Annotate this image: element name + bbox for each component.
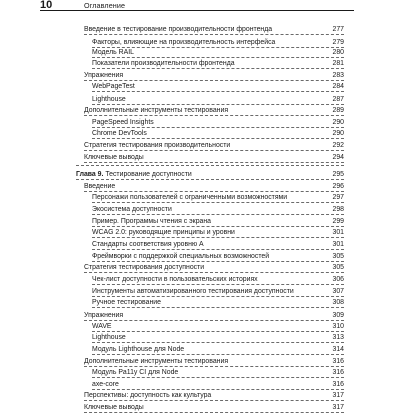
toc-entry [84,263,344,273]
toc-entry [92,240,344,250]
toc-entry-label: WAVE [92,323,112,330]
toc-entry [92,252,344,262]
toc-page-number: 299 [332,218,344,225]
toc-page-number: 279 [332,39,344,46]
toc-entry-label: Ручное тестирование [92,299,161,306]
toc-entry [92,380,344,390]
toc-entry-label: Стандарты соответствия уровню A [92,241,204,248]
toc-page-number: 317 [332,392,344,399]
toc-entry-label: Упражнения [84,72,124,79]
toc-entry-label: Персонажи пользователей с ограниченными возможностями [92,194,288,201]
toc-page-number: 310 [332,323,344,330]
toc-page-number: 317 [332,404,344,411]
toc-page-number: 283 [332,72,344,79]
toc-entry [92,275,344,285]
toc-entry [84,106,344,116]
toc-entry-label: Инструменты автоматизированного тестирования доступности [92,288,294,295]
chapter-separator [76,165,344,166]
toc-entry-label: Ключевые выводы [84,154,144,161]
toc-page-number: 309 [332,312,344,319]
toc-entry-label: Дополнительные инструменты тестирования [84,107,229,114]
toc-page-number: 307 [332,288,344,295]
toc-entry [92,38,344,48]
toc-entry-label: Дополнительные инструменты тестирования [84,358,229,365]
toc-chapter-entry [76,170,344,180]
toc-page-number: 289 [332,107,344,114]
toc-page-number: 277 [332,26,344,33]
toc-entry [84,357,344,367]
toc-page-number: 314 [332,346,344,353]
toc-page-number: 308 [332,299,344,306]
toc-page-number: 305 [332,264,344,271]
toc-entry-label: Перспективы: доступность как культура [84,392,212,399]
chapter-number: Глава 9. [76,171,104,178]
toc-entry [84,311,344,321]
toc-page-number: 292 [332,142,344,149]
toc-entry-label: Пример. Программы чтения с экрана [92,218,211,225]
toc-entry [92,228,344,238]
toc-page-number: 316 [332,369,344,376]
toc-page-number: 280 [332,49,344,56]
toc-entry [92,368,344,378]
toc-entry-label: Введение в тестирование производительности фронтенда [84,26,273,33]
toc-page-number: 284 [332,83,344,90]
toc-entry [92,217,344,227]
chapter-title: Тестирование доступности [103,171,192,178]
toc-entry-label: Чек-лист доступности в пользовательских историях [92,276,258,283]
toc-page-number: 296 [332,183,344,190]
toc-entry-label: Упражнения [84,312,124,319]
toc-page-number: 295 [332,171,344,178]
toc-entry [84,153,344,163]
toc-entry-label: Lighthouse [92,334,126,341]
toc-entry [92,59,344,69]
toc-entry [92,298,344,308]
toc-entry [92,345,344,355]
toc-entry-label: Показатели производительности фронтенда [92,60,235,67]
toc-entry-label: WCAG 2.0: руководящие принципы и уровни [92,229,235,236]
toc-entry [92,333,344,343]
toc-page-number: 305 [332,253,344,260]
toc-entry-label: axe-core [92,381,119,388]
toc-page-number: 281 [332,60,344,67]
toc-page-number: 294 [332,154,344,161]
toc-entry [92,118,344,128]
toc-page-number: 316 [332,358,344,365]
toc-entry-label: Экосистема доступности [92,206,172,213]
toc-entry-label [76,170,192,179]
toc-page-number: 301 [332,241,344,248]
toc-entry [84,182,344,192]
page-number: 10 [40,0,53,11]
toc-entry [92,287,344,297]
toc-entry-label: WebPageTest [92,83,135,90]
toc-entry [92,193,344,203]
toc-entry [92,322,344,332]
toc-entry-label: Стратегия тестирования производительности [84,142,231,149]
toc-entry-label: PageSpeed Insights [92,119,154,126]
toc-entry [92,95,344,105]
toc-entry [84,71,344,81]
running-title: Оглавление [84,1,126,10]
toc-entry-label: Стратегия тестирования доступности [84,264,205,271]
toc-entry-label: Модуль Pa11y CI для Node [92,369,179,376]
toc-entry [92,48,344,58]
toc-entry [92,82,344,92]
toc-page-number: 306 [332,276,344,283]
toc-page-number: 313 [332,334,344,341]
toc-page-number: 297 [332,194,344,201]
toc-entry-label: Факторы, влияющие на производительность интерфейса [92,39,276,46]
toc-entry [92,205,344,215]
toc-entry [84,403,344,413]
toc-page-number: 290 [332,119,344,126]
toc-entry [84,141,344,151]
toc-entry [92,129,344,139]
toc-page-number: 316 [332,381,344,388]
toc-entry-label: Введение [84,183,116,190]
toc-entry-label: Chrome DevTools [92,130,147,137]
toc-entry-label: Ключевые выводы [84,404,144,411]
toc-page-number: 290 [332,130,344,137]
toc-page-number: 301 [332,229,344,236]
toc-entry-label: Lighthouse [92,96,126,103]
toc-page-number: 287 [332,96,344,103]
toc-entry-label: Фреймворки с поддержкой специальных возможностей [92,253,270,260]
toc-entry-label: Модуль Lighthouse для Node [92,346,185,353]
toc-entry-label: Модель RAIL [92,49,134,56]
toc-page-number: 298 [332,206,344,213]
toc-entry [84,25,344,35]
toc-entry [84,391,344,401]
